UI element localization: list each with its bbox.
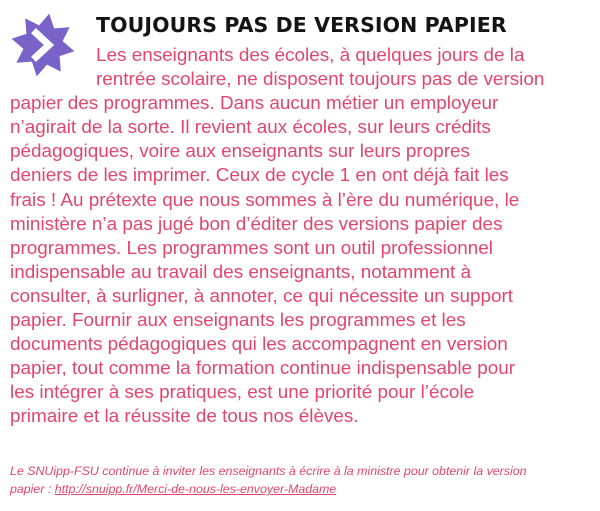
body-line: deniers de les imprimer. Ceux de cycle 1 en ont déjà fait les [10,165,509,187]
body-line: Les enseignants des écoles, à quelques jours de la [96,45,525,66]
footnote-prefix: papier : [10,482,55,496]
headline: TOUJOURS PAS DE VERSION PAPIER [96,13,507,37]
body-line: les intégrer à ses pratiques, est une priorité pour l’école [10,382,475,404]
body-line: programmes. Les programmes sont un outil professionnel [10,237,493,259]
body-line: papier, tout comme la formation continue indispensable pour [10,358,516,380]
footnote-line: Le SNUipp-FSU continue à inviter les enseignants à écrire à la ministre pour obtenir la version [10,464,527,478]
body-line: ministère n’a pas jugé bon d’éditer des versions papier des [10,213,503,235]
article-body [10,44,594,430]
body-line: pédagogiques, voire aux enseignants sur leurs propres [10,141,470,163]
body-line: papier. Fournir aux enseignants les programmes et les [10,310,466,332]
body-line: consulter, à surligner, à annoter, ce qui nécessite un support [10,285,514,307]
body-line: indispensable au travail des enseignants, notamment à [10,261,472,283]
body-line: n’agirait de la sorte. Il revient aux écoles, sur leurs crédits [10,117,491,139]
body-line: documents pédagogiques qui les accompagnent en version [10,334,508,356]
body-line: papier des programmes. Dans aucun métier un employeur [10,93,499,115]
footnote-line [10,480,594,498]
footnote-link[interactable]: http://snuipp.fr/Merci-de-nous-les-envoyer-Madame [54,482,337,496]
body-line: rentrée scolaire, ne disposent toujours pas de version [96,69,545,91]
body-line: primaire et la réussite de tous nos élèves. [10,406,359,428]
footnote [10,462,594,498]
body-line: frais ! Au prétexte que nous sommes à l’ère du numérique, le [10,189,520,211]
